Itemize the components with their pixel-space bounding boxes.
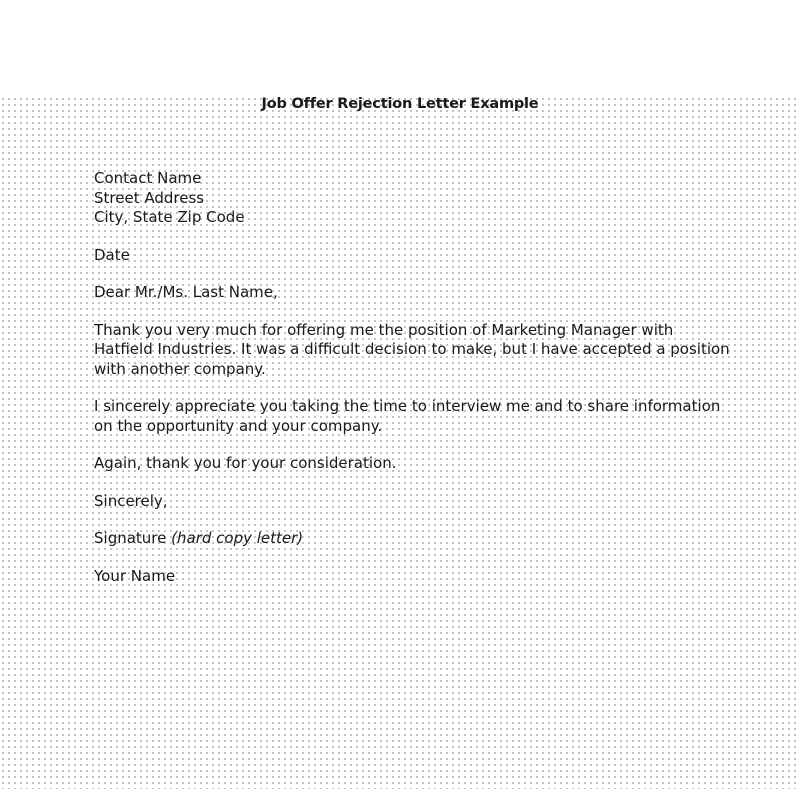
letter-salutation: Dear Mr./Ms. Last Name, xyxy=(94,283,278,301)
signature-label: Signature xyxy=(94,529,167,547)
paragraph-2-line-2: on the opportunity and your company. xyxy=(94,416,383,435)
paragraph-2-line-1: I sincerely appreciate you taking the time to interview me and to share information xyxy=(94,397,721,415)
letter-paragraph-2 xyxy=(94,397,734,436)
letter-paragraph-1 xyxy=(94,321,734,380)
letter-closing: Sincerely, xyxy=(94,491,168,510)
recipient-contact-name: Contact Name xyxy=(94,169,202,187)
signature-line xyxy=(94,529,734,549)
recipient-address-block xyxy=(94,169,734,228)
recipient-city-state-zip: City, State Zip Code xyxy=(94,208,245,226)
sender-name: Your Name xyxy=(94,566,176,585)
page-title: Job Offer Rejection Letter Example xyxy=(261,96,539,112)
paragraph-1-line-2: Hatfield Industries. It was a difficult decision to make, but I have accepted a position xyxy=(94,340,730,358)
paragraph-1-line-1: Thank you very much for offering me the position of Marketing Manager with xyxy=(94,320,674,339)
letter-paragraph-3: Again, thank you for your consideration. xyxy=(94,454,397,472)
paragraph-1-line-3: with another company. xyxy=(94,359,266,378)
letter-body xyxy=(94,169,734,586)
signature-note: (hard copy letter) xyxy=(171,529,304,547)
recipient-street-address: Street Address xyxy=(94,188,205,207)
letter-date: Date xyxy=(94,245,130,264)
